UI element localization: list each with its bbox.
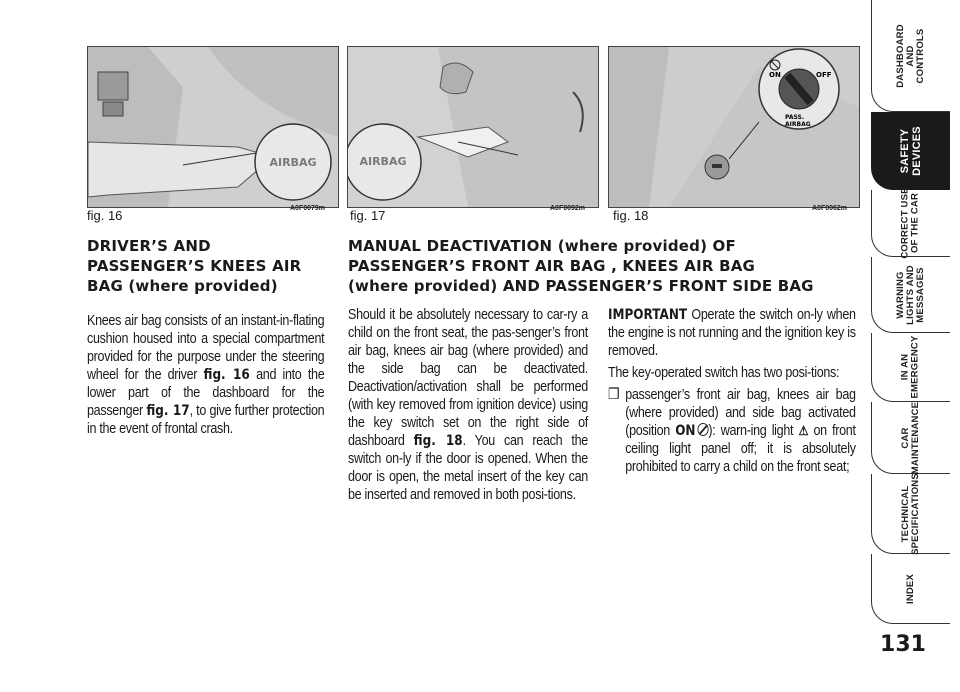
on-label: ON <box>675 423 696 439</box>
fig-18-code: A0F0062m <box>812 205 848 212</box>
tab-label: INDEX <box>904 573 916 604</box>
passenger-airbag-warning-icon: ⚠ <box>798 423 809 438</box>
fig-17-label: fig. 17 <box>350 208 386 223</box>
tab-in-an-emergency[interactable] <box>871 333 950 402</box>
heading-line: (where provided) AND PASSENGER’S FRONT SIDE BAG <box>348 277 814 295</box>
figure-17 <box>347 46 599 208</box>
checkbox-bullet-icon: ❒ <box>608 386 620 403</box>
heading-line: BAG (where provided) <box>87 277 278 295</box>
section2-paragraph <box>348 306 588 504</box>
airbag-off-icon <box>697 423 708 436</box>
important-label: IMPORTANT <box>608 307 688 323</box>
airbag-label: AIRBAG <box>359 155 407 168</box>
heading-line: DRIVER’S AND <box>87 237 211 255</box>
fig-ref: fig. 18 <box>413 433 463 449</box>
figure-18 <box>608 46 860 208</box>
section1-body <box>87 312 324 442</box>
tab-label: DASHBOARD AND CONTROLS <box>895 23 926 88</box>
text: Operate the switch on-ly when the engine is not running and the ignition key is removed. <box>608 307 856 359</box>
text: Knees air bag consists of an instant-in-flating cushion housed into a special compartment provided for the purpose under the steering wheel for the driver <box>87 313 325 383</box>
fig-18-label: fig. 18 <box>613 208 649 223</box>
tab-label: TECHNICAL SPECIFICATIONS <box>900 472 922 555</box>
tab-label: WARNING LIGHTS AND MESSAGES <box>894 264 926 325</box>
page-number: 131 <box>880 632 926 657</box>
fig-17-code: A0F0092m <box>550 205 586 212</box>
heading-line: MANUAL DEACTIVATION (where provided) OF <box>348 237 736 255</box>
tab-label: IN AN EMERGENCY <box>900 335 921 399</box>
tab-warning-lights-and-messages[interactable] <box>871 257 950 333</box>
switch-pass-label: PASS. <box>785 114 805 121</box>
section1-paragraph <box>87 312 324 438</box>
switch-airbag-label: AIRBAG <box>785 121 811 128</box>
figure-16 <box>87 46 339 208</box>
tab-label: SAFETY DEVICES <box>898 125 923 176</box>
important-paragraph <box>608 306 856 360</box>
tab-car-maintenance[interactable] <box>871 402 950 474</box>
text: on front ceiling light panel off; it is absolutely prohibited to carry a child on the front seat; <box>625 423 856 475</box>
heading-line: PASSENGER’S FRONT AIR BAG , KNEES AIR BAG <box>348 257 756 275</box>
tab-safety-devices[interactable] <box>871 112 950 190</box>
tab-correct-use-of-the-car[interactable] <box>871 187 950 259</box>
chapter-index-tabs <box>871 0 960 692</box>
airbag-label: AIRBAG <box>269 156 317 169</box>
text: . You can reach the switch on-ly if the door is opened. When the door is open, the metal insert of the key can be inserted and removed in both posi-tions. <box>348 433 588 503</box>
fig-16-code: A0F0079m <box>290 205 326 212</box>
tab-technical-specifications[interactable] <box>871 474 950 554</box>
tab-index[interactable] <box>871 554 950 624</box>
switch-off-label: OFF <box>816 71 832 79</box>
fig-ref: fig. 16 <box>203 367 250 383</box>
section1-heading <box>87 236 337 296</box>
positions-paragraph: The key-operated switch has two posi-tions: <box>608 365 840 381</box>
text: passenger’s front air bag, knees air bag (where provided) and side bag activated (position <box>625 387 856 439</box>
section2-col2 <box>608 306 856 476</box>
bullet-text <box>625 386 855 476</box>
fig-16-label: fig. 16 <box>87 208 123 223</box>
tab-label: CORRECT USE OF THE CAR <box>899 187 921 259</box>
section2-heading <box>348 236 858 296</box>
switch-on-label: ON <box>769 71 781 79</box>
heading-line: PASSENGER’S KNEES AIR <box>87 257 302 275</box>
section2-col1 <box>348 306 588 508</box>
bullet-item <box>608 386 856 476</box>
fig-ref: fig. 17 <box>146 403 190 419</box>
tab-dashboard-and-controls[interactable] <box>871 0 950 112</box>
text: and into the lower part of the dashboard for the passenger <box>87 367 325 419</box>
text: ): warn-ing light <box>708 423 799 439</box>
text: Should it be absolutely necessary to car-ry a child on the front seat, the pas-senger’s front air bag, knees air bag (where provided) and the side bag can be deactivated. Deactivation/activation shall be performed (with key removed from ignition device) using the key switch set on the right side of dashboard <box>348 307 588 449</box>
text: , to give further protection in the event of frontal crash. <box>87 403 325 437</box>
tab-label: CAR MAINTENANCE <box>900 401 921 474</box>
